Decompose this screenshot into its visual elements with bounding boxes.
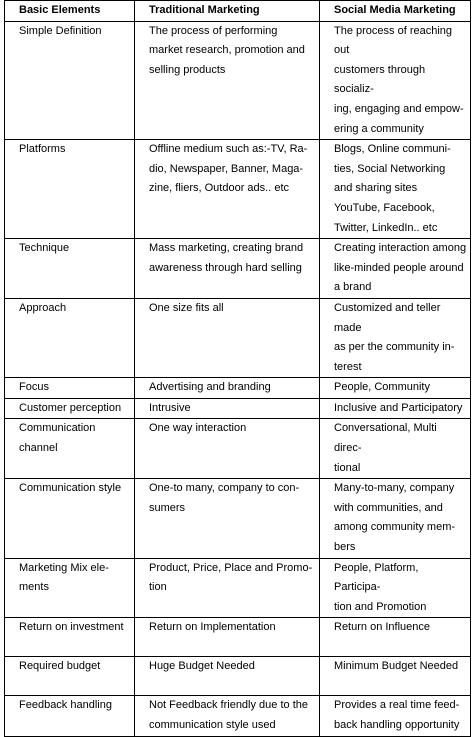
cell-text: The process of performing market research, promotion and selling products — [149, 24, 305, 76]
cell-traditional — [135, 298, 320, 377]
cell-social — [320, 479, 471, 558]
header-traditional-marketing: Traditional Marketing — [135, 1, 320, 22]
cell-text: Simple Definition — [19, 24, 102, 37]
cell-social — [320, 618, 471, 657]
cell-element — [5, 479, 135, 558]
cell-text: One size fits all — [149, 301, 224, 314]
cell-text: Technique — [19, 242, 70, 255]
cell-text: Product, Price, Place and Promo- tion — [149, 561, 313, 594]
cell-text: Conversational, Multi direc- tional — [334, 422, 437, 474]
cell-text: Communication style — [19, 482, 122, 495]
table-row — [5, 298, 471, 377]
cell-element — [5, 378, 135, 399]
cell-traditional — [135, 398, 320, 419]
cell-social — [320, 239, 471, 299]
cell-traditional — [135, 419, 320, 479]
table-row — [5, 419, 471, 479]
cell-element — [5, 398, 135, 419]
cell-element — [5, 657, 135, 696]
cell-element — [5, 558, 135, 618]
cell-social — [320, 657, 471, 696]
cell-text: People, Community — [334, 381, 430, 394]
table-row — [5, 558, 471, 618]
cell-social — [320, 298, 471, 377]
cell-text: Offline medium such as:-TV, Ra- dio, Newspaper, Banner, Maga- zine, fliers, Outdoor ads.. etc — [149, 143, 308, 195]
cell-text: Intrusive — [149, 401, 191, 414]
cell-element — [5, 618, 135, 657]
cell-text: Return on Influence — [334, 621, 431, 634]
cell-text: Focus — [19, 381, 49, 394]
cell-traditional — [135, 479, 320, 558]
cell-element — [5, 696, 135, 736]
cell-traditional — [135, 657, 320, 696]
cell-element — [5, 298, 135, 377]
cell-traditional — [135, 378, 320, 399]
cell-text: Platforms — [19, 143, 66, 156]
cell-text: Advertising and branding — [149, 381, 271, 394]
header-basic-elements: Basic Elements — [5, 1, 135, 22]
cell-element — [5, 239, 135, 299]
cell-social — [320, 558, 471, 618]
cell-social — [320, 140, 471, 239]
cell-text: Customized and teller made as per the community in- terest — [334, 301, 455, 373]
cell-traditional — [135, 618, 320, 657]
table-row — [5, 239, 471, 299]
table-row — [5, 479, 471, 558]
cell-traditional — [135, 558, 320, 618]
cell-social — [320, 419, 471, 479]
cell-traditional — [135, 696, 320, 736]
cell-text: One-to many, company to con- sumers — [149, 482, 300, 514]
cell-traditional — [135, 21, 320, 140]
cell-text: Minimum Budget Needed — [334, 660, 459, 673]
cell-text: Marketing Mix ele- ments — [19, 561, 109, 594]
table-row — [5, 398, 471, 419]
table-row — [5, 21, 471, 140]
comparison-table — [4, 0, 471, 737]
cell-text: Approach — [19, 301, 67, 314]
cell-text: Return on Implementation — [149, 621, 276, 634]
cell-text: Provides a real time feed- back handling opportunity — [334, 699, 460, 731]
cell-text: Feedback handling — [19, 699, 112, 712]
cell-text: Communication channel — [19, 422, 96, 455]
cell-social — [320, 378, 471, 399]
cell-text: People, Platform, Participa- tion and Promotion — [334, 561, 427, 613]
cell-text: Inclusive and Participatory — [334, 401, 463, 414]
table-row — [5, 618, 471, 657]
table-body — [5, 21, 471, 736]
cell-text: Blogs, Online communi- ties, Social Networking and sharing sites YouTube, Facebook, Twitter, LinkedIn.. etc — [334, 143, 451, 234]
cell-text: Mass marketing, creating brand awareness through hard selling — [149, 242, 304, 274]
table-row — [5, 378, 471, 399]
cell-text: Huge Budget Needed — [149, 660, 255, 673]
table-row — [5, 657, 471, 696]
cell-social — [320, 21, 471, 140]
header-row — [5, 1, 471, 22]
cell-text: Return on investment — [19, 621, 124, 634]
cell-text: Customer perception — [19, 401, 122, 414]
cell-traditional — [135, 239, 320, 299]
cell-social — [320, 696, 471, 736]
cell-text: The process of reaching out customers through socializ- ing, engaging and empow- ering a community — [334, 24, 464, 135]
cell-element — [5, 140, 135, 239]
cell-text: Not Feedback friendly due to the communication style used — [149, 699, 308, 731]
cell-traditional — [135, 140, 320, 239]
cell-text: Required budget — [19, 660, 101, 673]
cell-text: Creating interaction among like-minded people around a brand — [334, 242, 467, 294]
cell-text: One way interaction — [149, 422, 247, 435]
table-row — [5, 696, 471, 736]
header-social-media-marketing: Social Media Marketing — [320, 1, 471, 22]
cell-element — [5, 419, 135, 479]
cell-social — [320, 398, 471, 419]
table-row — [5, 140, 471, 239]
cell-text: Many-to-many, company with communities, and among community mem- bers — [334, 482, 456, 554]
cell-element — [5, 21, 135, 140]
